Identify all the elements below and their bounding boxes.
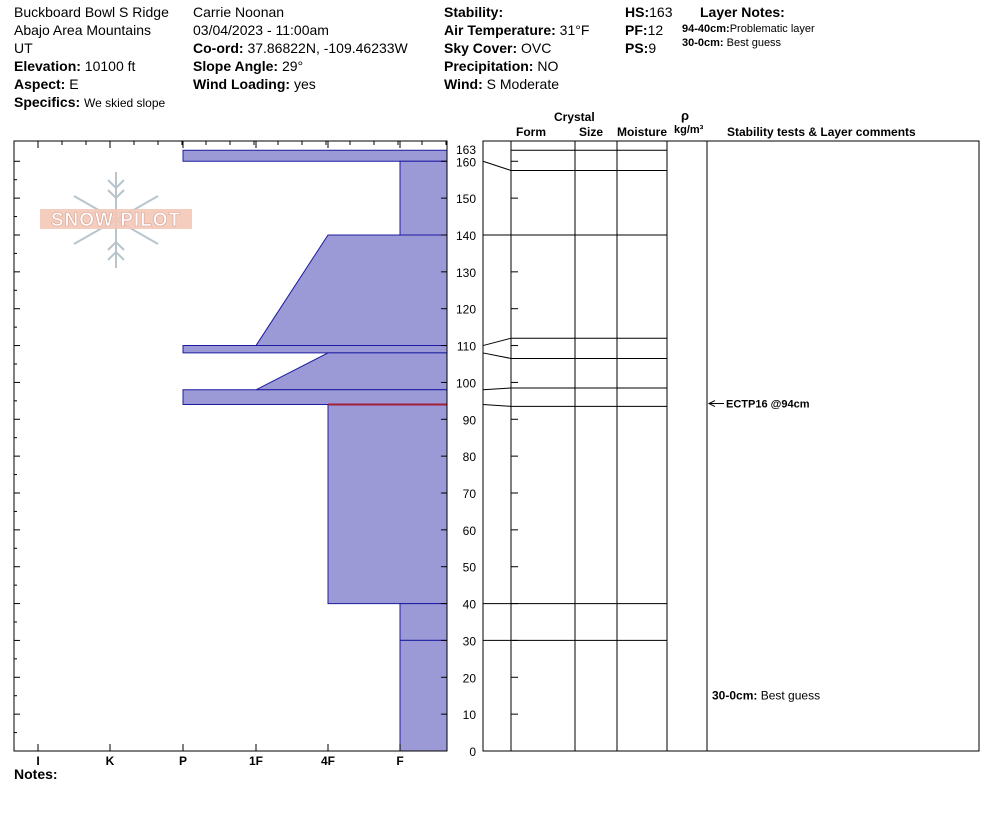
wind-loading-value: yes xyxy=(293,76,316,92)
stability-label: Stability: xyxy=(444,4,504,20)
depth-tick-label: 160 xyxy=(455,155,476,170)
precip-label: Precipitation: xyxy=(444,58,534,74)
air-temp-label: Air Temperature: xyxy=(444,22,556,38)
coord-label: Co-ord: xyxy=(193,40,244,56)
annotations xyxy=(709,399,820,703)
layer-comment xyxy=(712,689,820,703)
pf-label: PF: xyxy=(625,22,648,38)
size-header: Size xyxy=(579,125,604,139)
stability-test-label: ECTP16 @94cm xyxy=(726,398,810,411)
depth-tick-label: 110 xyxy=(456,339,476,354)
hardness-tick-label: K xyxy=(105,754,115,768)
state: UT xyxy=(14,40,33,56)
aspect-value: E xyxy=(69,76,79,92)
sky-label: Sky Cover: xyxy=(444,40,518,56)
layer-connector xyxy=(483,388,511,390)
specifics-label: Specifics: xyxy=(14,94,81,110)
depth-tick-label: 150 xyxy=(455,192,476,207)
layer-connector xyxy=(483,338,511,345)
ps-label: PS: xyxy=(625,40,649,56)
hardness-profile xyxy=(183,150,447,751)
depth-tick-label: 30 xyxy=(462,634,476,649)
hardness-tick-label: 1F xyxy=(248,754,264,768)
depth-tick-label: 130 xyxy=(455,265,476,280)
layer-note-text: Problematic layer xyxy=(729,23,815,35)
precip-value: NO xyxy=(537,58,559,74)
hardness-layer xyxy=(256,235,447,346)
depth-tick-label: 60 xyxy=(462,523,476,538)
density-unit: kg/m³ xyxy=(674,124,704,136)
elevation-value: 10100 ft xyxy=(84,58,136,74)
hardness-layer xyxy=(183,150,447,161)
depth-tick-label: 120 xyxy=(455,302,476,317)
aspect-label: Aspect: xyxy=(14,76,66,92)
layer-note-range: 94-40cm: xyxy=(682,23,730,35)
hardness-layer xyxy=(400,640,447,751)
layer-connector xyxy=(483,405,511,407)
layer-comment-range: 30-0cm: xyxy=(712,688,761,703)
sky-value: OVC xyxy=(521,40,552,56)
coord-value: 37.86822N, -109.46233W xyxy=(247,40,408,56)
form-header: Form xyxy=(516,125,546,139)
table-frame xyxy=(483,141,979,751)
hardness-layer xyxy=(328,405,447,604)
layer-note-range: 30-0cm: xyxy=(682,37,724,49)
date-time: 03/04/2023 - 11:00am xyxy=(193,22,329,38)
layer-comment-text: Best guess xyxy=(760,688,821,703)
wind-value: S Moderate xyxy=(486,76,560,92)
hs-value: 163 xyxy=(649,4,673,20)
ps-value: 9 xyxy=(648,40,657,56)
hardness-tick-label: I xyxy=(36,754,40,768)
hardness-layer xyxy=(400,161,447,235)
pf-value: 12 xyxy=(647,22,664,38)
notes-label: Notes: xyxy=(14,766,58,782)
hardness-layer xyxy=(183,390,447,405)
depth-tick-label: 20 xyxy=(462,671,476,686)
hardness-layer xyxy=(400,604,447,641)
hardness-layer xyxy=(183,346,447,353)
depth-tick-label: 0 xyxy=(469,745,476,759)
depth-tick-label: 10 xyxy=(462,708,476,723)
stability-comments-header: Stability tests & Layer comments xyxy=(727,125,916,139)
depth-tick-label: 50 xyxy=(462,560,476,575)
layer-connector xyxy=(483,353,511,359)
slope-label: Slope Angle: xyxy=(193,58,279,74)
depth-tick-label: 163 xyxy=(455,143,476,158)
layer-connector xyxy=(483,161,511,170)
chart-frames xyxy=(14,141,979,751)
hardness-layer xyxy=(256,353,447,390)
layer-notes-title: Layer Notes: xyxy=(700,4,785,20)
density-symbol: ρ xyxy=(681,108,690,123)
depth-tick-label: 40 xyxy=(462,597,476,612)
depth-tick-label: 70 xyxy=(462,486,476,501)
hardness-tick-label: P xyxy=(178,754,188,768)
location-name: Buckboard Bowl S Ridge xyxy=(14,4,169,20)
air-temp-value: 31°F xyxy=(559,22,590,38)
hs-label: HS: xyxy=(625,4,650,20)
depth-tick-label: 90 xyxy=(462,413,476,428)
moisture-header: Moisture xyxy=(617,125,668,139)
specifics-value: We skied slope xyxy=(84,96,166,110)
snowpilot-logo xyxy=(40,172,192,268)
crystal-header: Crystal xyxy=(554,110,595,124)
observer: Carrie Noonan xyxy=(193,4,285,20)
elevation-label: Elevation: xyxy=(14,58,81,74)
logo-text: SNOW PILOT xyxy=(50,210,182,231)
hardness-tick-label: 4F xyxy=(320,754,336,768)
mountain-range: Abajo Area Mountains xyxy=(14,22,151,38)
slope-value: 29° xyxy=(281,58,304,74)
wind-loading-label: Wind Loading: xyxy=(193,76,291,92)
layer-note-text: Best guess xyxy=(726,37,782,49)
depth-tick-label: 140 xyxy=(455,228,476,243)
wind-label: Wind: xyxy=(444,76,483,92)
depth-tick-label: 80 xyxy=(462,450,476,465)
depth-tick-label: 100 xyxy=(455,376,476,391)
hardness-tick-label: F xyxy=(396,754,404,768)
